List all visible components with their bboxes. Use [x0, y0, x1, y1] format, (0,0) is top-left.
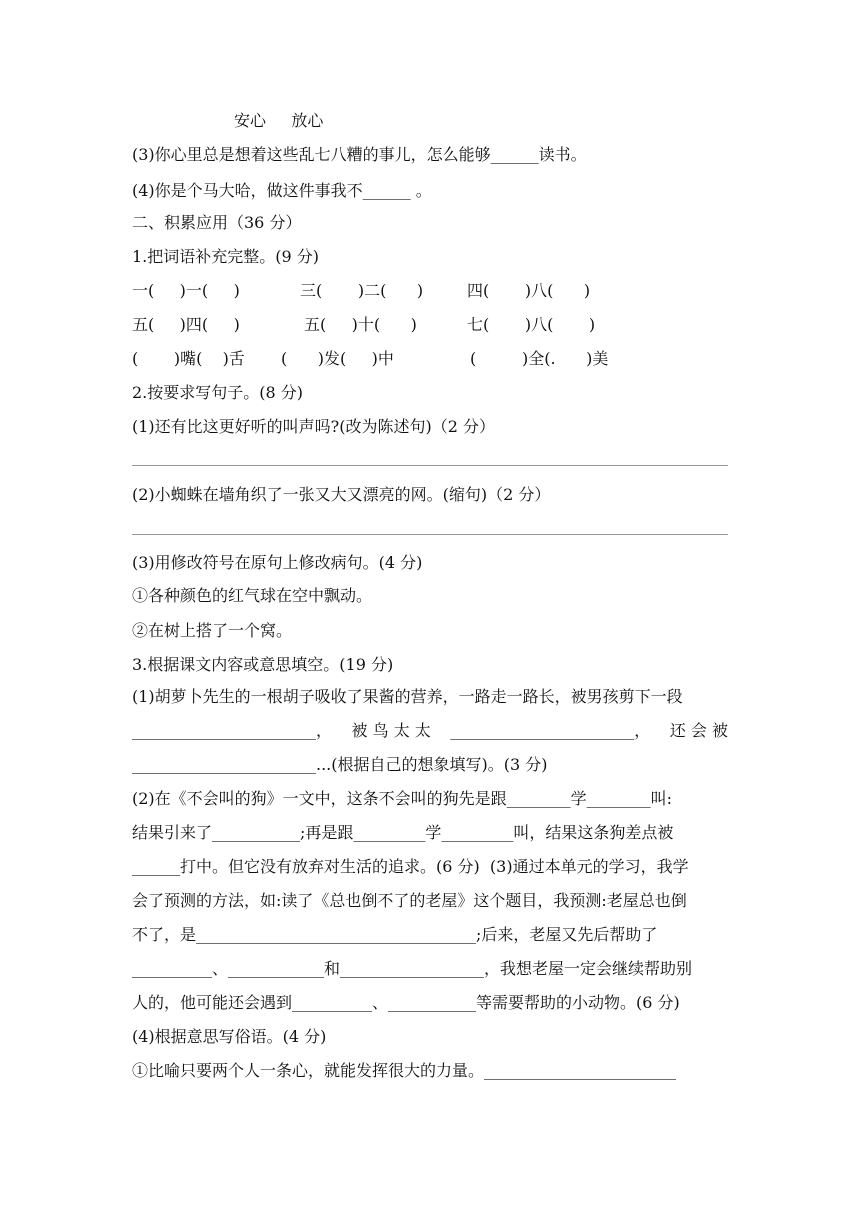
fill-cell: ( )发( )中 — [281, 349, 394, 368]
fill-q3-line-3: __________、____________和__________________，我想老屋一定会继续帮助别 — [132, 959, 693, 978]
answer-line — [132, 465, 728, 466]
sentence-q3-a: ①各种颜色的红气球在空中飘动。 — [132, 586, 373, 605]
fill-cell: 四( )八( ) — [467, 281, 591, 300]
fill-cell: ( )嘴( )舌 — [132, 349, 245, 368]
fill-cell: 七( )八( ) — [467, 315, 596, 334]
fill-q3-line-2: 不了，是___________________________________;后来，老屋又先后帮助了 — [132, 925, 658, 944]
fill-q3-line-1: 会了预测的方法，如:读了《总也倒不了的老屋》这个题目，我预测:老屋总也倒 — [132, 891, 687, 910]
proverb-item-1: ①比喻只要两个人一条心，就能发挥很大的力量。________________________ — [132, 1061, 677, 1080]
fill-cell: 五( )十( ) — [304, 315, 417, 334]
text-segment: 被 鸟 太 太 — [351, 721, 431, 740]
fill-q1-line-2 — [132, 720, 728, 742]
text-segment: 还 会 被 — [669, 721, 728, 740]
fill-q2-line-2: 结果引来了___________;再是跟_________学_________叫，结果这条狗差点被 — [132, 823, 674, 842]
sentence-q2: (2)小蜘蛛在墙角织了一张又大又漂亮的网。(缩句)（2 分） — [132, 485, 551, 504]
section-2-1-title: 1.把词语补充完整。(9 分) — [132, 247, 320, 266]
fill-cell: ( )全(. )美 — [470, 349, 609, 368]
words-header: 安心 放心 — [234, 111, 324, 130]
fill-cell: 一( )一( ) — [132, 281, 240, 300]
question-3: (3)你心里总是想着这些乱七八糟的事儿，怎么能够______读书。 — [132, 145, 587, 164]
answer-line — [132, 534, 728, 535]
fill-q2-line-3: ______打中。但它没有放弃对生活的追求。(6 分) (3)通过本单元的学习，我学 — [132, 857, 689, 876]
section-2-title: 二、积累应用（36 分） — [132, 213, 302, 232]
fill-cell: 三( )二( ) — [300, 281, 424, 300]
section-2-2-title: 2.按要求写句子。(8 分) — [132, 383, 304, 402]
fill-q2-line-1: (2)在《不会叫的狗》一文中，这条不会叫的狗先是跟________学________叫: — [132, 789, 673, 808]
sentence-q3-b: ②在树上搭了一个窝。 — [132, 621, 293, 640]
blank: _______________________， — [132, 721, 333, 740]
fill-q1-line-1: (1)胡萝卜先生的一根胡子吸收了果酱的营养，一路走一路长，被男孩剪下一段 — [132, 687, 683, 706]
fill-cell: 五( )四( ) — [132, 315, 240, 334]
fill-q1-line-3: _______________________...(根据自己的想象填写)。(3 分) — [132, 755, 548, 774]
sentence-q3: (3)用修改符号在原句上修改病句。(4 分) — [132, 553, 423, 572]
proverb-question: (4)根据意思写俗语。(4 分) — [132, 1027, 327, 1046]
question-4: (4)你是个马大哈，做这件事我不______ 。 — [132, 181, 432, 200]
fill-q3-line-4: 人的，他可能还会遇到__________、___________等需要帮助的小动物。(6 分) — [132, 993, 680, 1012]
section-2-3-title: 3.根据课文内容或意思填空。(19 分) — [132, 655, 394, 674]
blank: _______________________， — [450, 721, 651, 740]
sentence-q1: (1)还有比这更好听的叫声吗?(改为陈述句)（2 分） — [132, 417, 495, 436]
